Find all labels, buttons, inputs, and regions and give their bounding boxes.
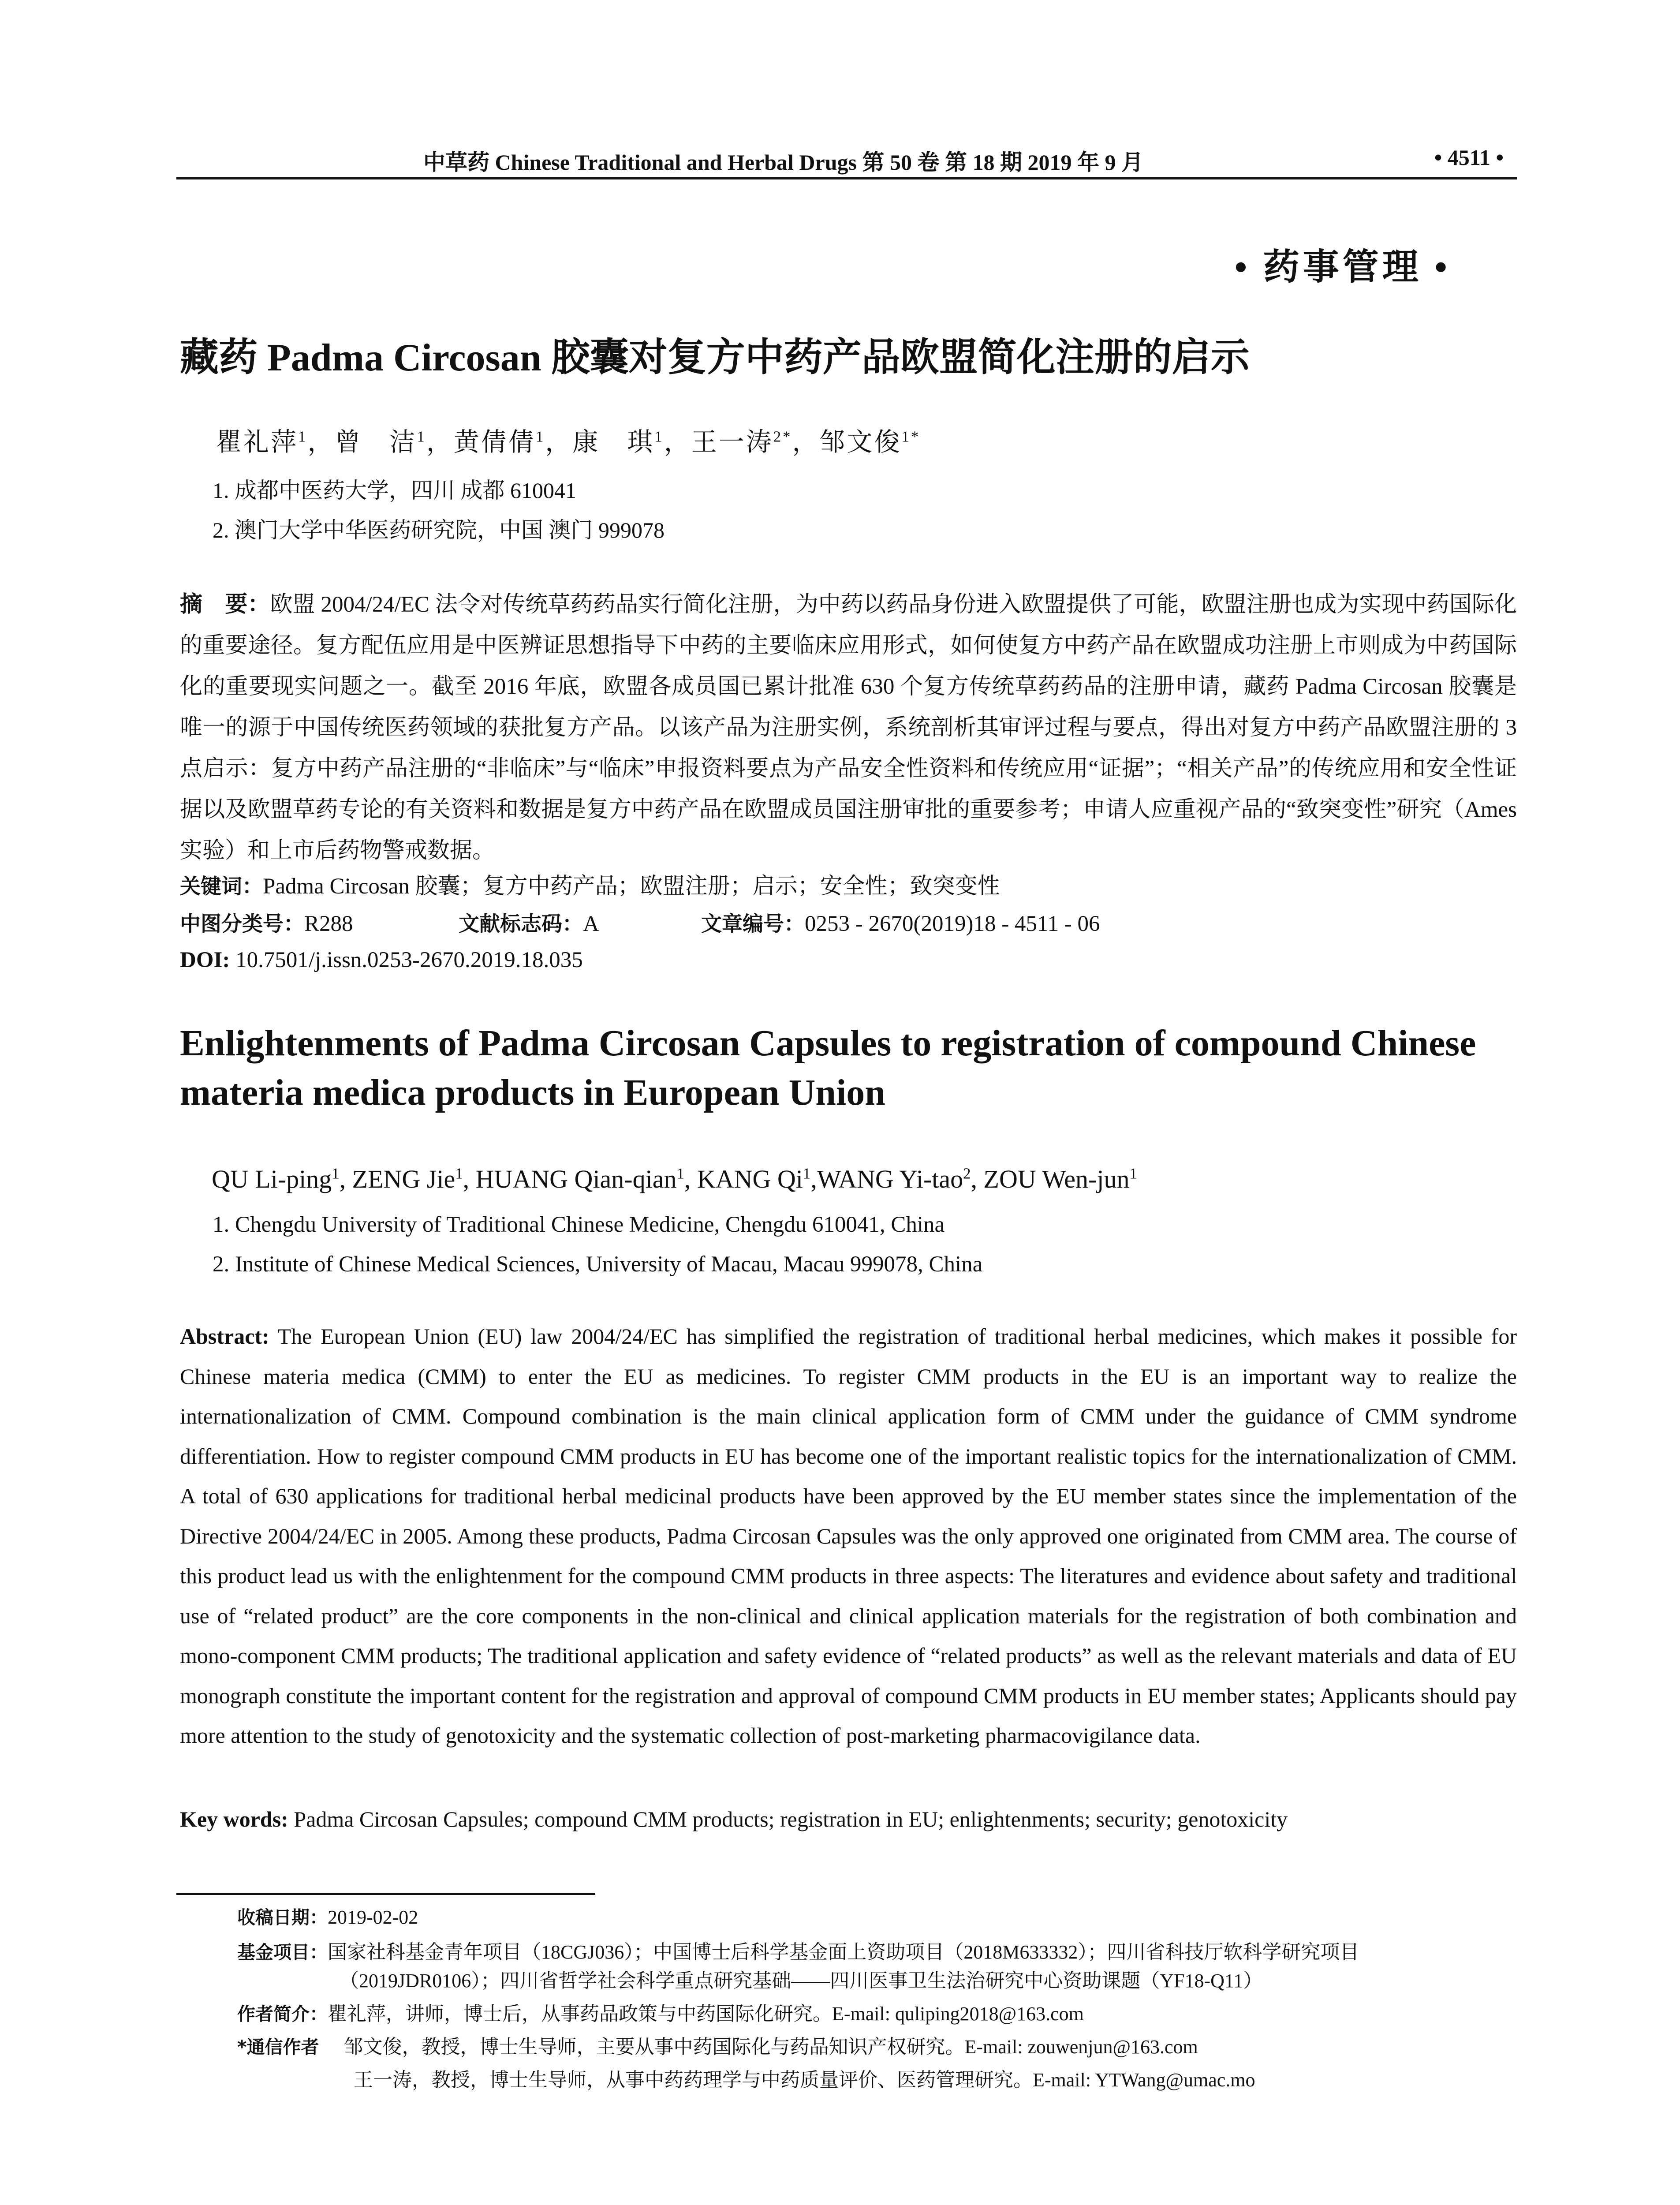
- title-en: Enlightenments of Padma Circosan Capsules to registration of compound Chinese materia medica products in European Union: [180, 1023, 1476, 1113]
- authors-en: QU Li-ping$^1$, ZENG Jie$^1$, HUANG Qian-qian$^1$, KANG Qi$^1$,WANG Yi-tao$^2$, ZOU Wen-jun$^1$: [212, 1165, 1137, 1193]
- article-number-value: 0253 - 2670(2019)18 - 4511 - 06: [805, 912, 1100, 936]
- clc-value: R288: [304, 912, 353, 936]
- author-info: [237, 1998, 1084, 2026]
- doi: [180, 947, 583, 973]
- keywords-en: [180, 1799, 1517, 1839]
- doc-code-value: A: [583, 912, 599, 936]
- journal-info: 中草药 Chinese Traditional and Herbal Drugs 第 50 卷 第 18 期 2019 年 9 月: [423, 150, 1143, 175]
- abstract-en: [180, 1316, 1517, 1756]
- keywords-cn-text: Padma Circosan 胶囊；复方中药产品；欧盟注册；启示；安全性；致突变性: [263, 874, 1000, 899]
- abstract-cn-label: 摘 要：: [180, 592, 270, 617]
- fund-text-1: 国家社科基金青年项目（18CGJ036）；中国博士后科学基金面上资助项目（2018M633332）；四川省科技厅软科学研究项目: [328, 1941, 1359, 1963]
- affiliation-cn-1: 1. 成都中医药大学，四川 成都 610041: [213, 478, 576, 503]
- classification-line: [180, 908, 353, 937]
- header-rule: [176, 177, 1517, 179]
- clc-label: 中图分类号：: [180, 912, 304, 936]
- affiliation-en-1: 1. Chengdu University of Traditional Chinese Medicine, Chengdu 610041, China: [213, 1212, 945, 1237]
- affiliation-cn-2: 2. 澳门大学中华医药研究院，中国 澳门 999078: [213, 518, 665, 542]
- corresponding-label: *通信作者: [237, 2037, 319, 2058]
- fund-label: 基金项目：: [237, 1942, 328, 1963]
- title-cn: 藏药 Padma Circosan 胶囊对复方中药产品欧盟简化注册的启示: [180, 336, 1250, 379]
- page-number: • 4511 •: [1434, 145, 1504, 170]
- doc-code: [459, 908, 599, 937]
- corresponding-author-1: [237, 2031, 1198, 2059]
- author-info-text: 瞿礼萍，讲师，博士后，从事药品政策与中药国际化研究。E-mail: quliping2018@163.com: [328, 2003, 1084, 2025]
- footnote-rule: [176, 1893, 595, 1895]
- keywords-en-label: Key words:: [180, 1807, 288, 1831]
- received-date: [237, 1903, 418, 1929]
- keywords-cn-label: 关键词：: [180, 875, 263, 899]
- section-tag: • 药事管理 •: [1234, 247, 1451, 287]
- abstract-en-label: Abstract:: [180, 1324, 269, 1349]
- keywords-en-text: Padma Circosan Capsules; compound CMM products; registration in EU; enlightenments; security; genotoxicity: [288, 1807, 1288, 1831]
- corresponding-text-1: 邹文俊，教授，博士生导师，主要从事中药国际化与药品知识产权研究。E-mail: zouwenjun@163.com: [343, 2036, 1198, 2058]
- corresponding-author-2: 王一涛，教授，博士生导师，从事中药药理学与中药质量评价、医药管理研究。E-mail: YTWang@umac.mo: [354, 2069, 1255, 2091]
- doi-value: 10.7501/j.issn.0253-2670.2019.18.035: [230, 948, 583, 972]
- abstract-en-text: The European Union (EU) law 2004/24/EC has simplified the registration of traditional herbal medicines, which makes it possible for Chinese materia medica (CMM) to enter the EU as medicines. To register CMM products in the EU is an important way to realize the internationalization of CMM. Compound combination is the main clinical application form of CMM under the guidance of CMM syndrome differentiation. How to register compound CMM products in EU has become one of the important realistic topics for the internationalization of CMM. A total of 630 applications for traditional herbal medicinal products have been approved by the EU member states since the implementation of the Directive 2004/24/EC in 2005. Among these products, Padma Circosan Capsules was the only approved one originated from CMM area. The course of this product lead us with the enlightenment for the compound CMM products in three aspects: The literatures and evidence about safety and traditional use of “related product” are the core components in the non-clinical and clinical application materials for the registration of both combination and mono-component CMM products; The traditional application and safety evidence of “related products” as well as the relevant materials and data of EU monograph constitute the important content for the registration and approval of compound CMM products in EU member states; Applicants should pay more attention to the study of genotoxicity and the systematic collection of post-marketing pharmacovigilance data.: [180, 1324, 1517, 1748]
- running-header: [176, 140, 1517, 176]
- doi-label: DOI:: [180, 948, 230, 972]
- author-info-label: 作者简介：: [237, 2003, 328, 2025]
- authors-cn: 瞿礼萍$^1$，曾 洁$^1$，黄倩倩$^1$，康 琪$^1$，王一涛$^{2*}$，邹文俊$^{1*}$: [216, 428, 921, 456]
- received-label: 收稿日期：: [237, 1907, 328, 1928]
- abstract-cn-text: 欧盟 2004/24/EC 法令对传统草药药品实行简化注册，为中药以药品身份进入欧盟提供了可能，欧盟注册也成为实现中药国际化的重要途径。复方配伍应用是中医辨证思想指导下中药的主要临床应用形式，如何使复方中药产品在欧盟成功注册上市则成为中药国际化的重要现实问题之一。截至 2016 年底，欧盟各成员国已累计批准 630 个复方传统草药药品的注册申请，藏药 Padma Circosan 胶囊是唯一的源于中国传统医药领域的获批复方产品。以该产品为注册实例，系统剖析其审评过程与要点，得出对复方中药产品欧盟注册的 3 点启示：复方中药产品注册的“非临床”与“临床”申报资料要点为产品安全性资料和传统应用“证据”；“相关产品”的传统应用和安全性证据以及欧盟草药专论的有关资料和数据是复方中药产品在欧盟成员国注册审批的重要参考；申请人应重视产品的“致突变性”研究（Ames 实验）和上市后药物警戒数据。: [180, 592, 1517, 863]
- fund-line-2: （2019JDR0106）；四川省哲学社会科学重点研究基础——四川医事卫生法治研究中心资助课题（YF18-Q11）: [340, 1970, 1263, 1992]
- doc-code-label: 文献标志码：: [459, 912, 583, 936]
- abstract-cn: [180, 584, 1517, 871]
- fund-line-1: [237, 1936, 1359, 1964]
- article-number-label: 文章编号：: [701, 912, 805, 936]
- article-number: [701, 908, 1100, 937]
- received-value: 2019-02-02: [328, 1906, 418, 1928]
- keywords-cn: [180, 867, 1000, 900]
- affiliation-en-2: 2. Institute of Chinese Medical Sciences, University of Macau, Macau 999078, China: [213, 1252, 983, 1277]
